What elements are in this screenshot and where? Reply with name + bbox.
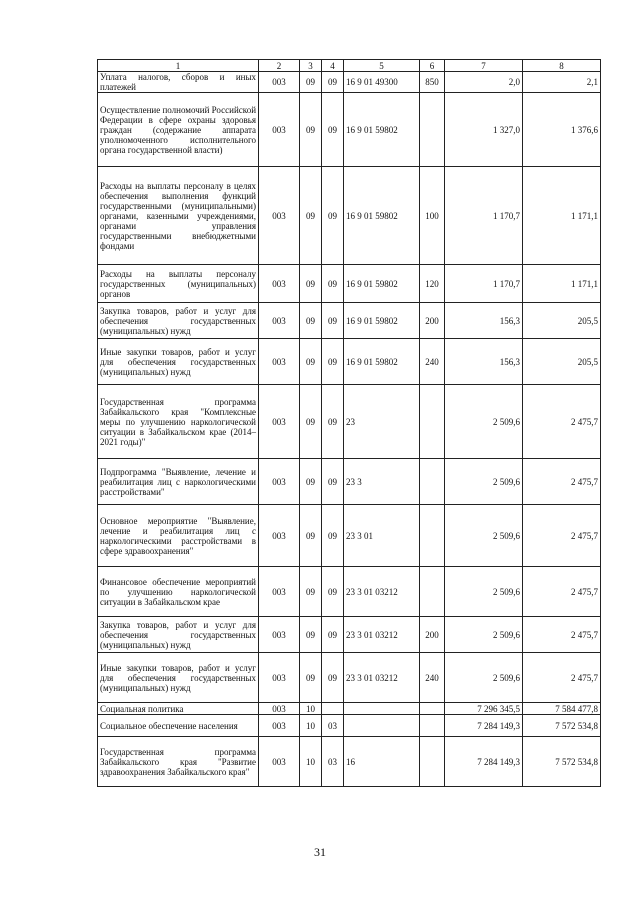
row-cell-col5: 16 9 01 49300 bbox=[344, 72, 420, 93]
row-cell-col7: 2 509,6 bbox=[445, 459, 523, 505]
row-cell-col2: 003 bbox=[259, 93, 300, 167]
row-cell-col6: 240 bbox=[420, 339, 445, 385]
row-cell-col4: 09 bbox=[322, 459, 344, 505]
row-cell-col7: 2 509,6 bbox=[445, 505, 523, 567]
row-cell-col8: 2 475,7 bbox=[523, 567, 601, 617]
row-cell-col5: 23 3 01 03212 bbox=[344, 567, 420, 617]
row-cell-col7: 2 509,6 bbox=[445, 567, 523, 617]
row-cell-col8: 2 475,7 bbox=[523, 505, 601, 567]
row-cell-col8: 7 584 477,8 bbox=[523, 703, 601, 715]
row-cell-col5: 16 9 01 59802 bbox=[344, 93, 420, 167]
row-description: Подпрограмма "Выявление, лечение и реабилитация лиц с наркологическими расстройствами" bbox=[98, 459, 259, 505]
table-row bbox=[98, 617, 601, 653]
row-cell-col5: 23 3 01 03212 bbox=[344, 653, 420, 703]
row-cell-col6 bbox=[420, 459, 445, 505]
row-cell-col8: 205,5 bbox=[523, 303, 601, 339]
row-cell-col2: 003 bbox=[259, 715, 300, 737]
row-cell-col5 bbox=[344, 703, 420, 715]
row-cell-col8: 2 475,7 bbox=[523, 385, 601, 459]
row-cell-col2: 003 bbox=[259, 339, 300, 385]
row-cell-col6: 200 bbox=[420, 303, 445, 339]
table-row bbox=[98, 737, 601, 787]
row-cell-col7: 7 284 149,3 bbox=[445, 737, 523, 787]
row-cell-col2: 003 bbox=[259, 72, 300, 93]
row-cell-col8: 1 171,1 bbox=[523, 167, 601, 265]
row-cell-col2: 003 bbox=[259, 303, 300, 339]
row-cell-col2: 003 bbox=[259, 737, 300, 787]
row-cell-col6 bbox=[420, 93, 445, 167]
row-cell-col4: 09 bbox=[322, 265, 344, 303]
row-cell-col4: 03 bbox=[322, 737, 344, 787]
row-cell-col6 bbox=[420, 567, 445, 617]
row-cell-col5: 23 3 bbox=[344, 459, 420, 505]
row-cell-col5: 23 bbox=[344, 385, 420, 459]
row-cell-col5: 16 9 01 59802 bbox=[344, 167, 420, 265]
row-cell-col3: 10 bbox=[300, 737, 322, 787]
row-cell-col7: 2 509,6 bbox=[445, 653, 523, 703]
row-cell-col2: 003 bbox=[259, 617, 300, 653]
table-row bbox=[98, 339, 601, 385]
table-body bbox=[98, 60, 601, 787]
row-cell-col7: 156,3 bbox=[445, 303, 523, 339]
row-cell-col2: 003 bbox=[259, 167, 300, 265]
header-cell-4: 4 bbox=[322, 60, 344, 72]
row-cell-col4: 09 bbox=[322, 303, 344, 339]
row-cell-col3: 09 bbox=[300, 505, 322, 567]
row-cell-col2: 003 bbox=[259, 567, 300, 617]
row-cell-col3: 09 bbox=[300, 385, 322, 459]
row-description: Государственная программа Забайкальского края "Комплексные меры по улучшению наркологической ситуации в Забайкальском крае (2014–2021 годы)" bbox=[98, 385, 259, 459]
row-cell-col3: 09 bbox=[300, 167, 322, 265]
row-cell-col4: 09 bbox=[322, 339, 344, 385]
header-cell-2: 2 bbox=[259, 60, 300, 72]
header-cell-3: 3 bbox=[300, 60, 322, 72]
row-cell-col6: 240 bbox=[420, 653, 445, 703]
row-cell-col3: 09 bbox=[300, 567, 322, 617]
row-description: Основное мероприятие "Выявление, лечение и реабилитация лиц с наркологическими расстройствами в сфере здравоохранения" bbox=[98, 505, 259, 567]
row-cell-col5: 16 9 01 59802 bbox=[344, 265, 420, 303]
row-cell-col4: 09 bbox=[322, 385, 344, 459]
row-cell-col7: 1 327,0 bbox=[445, 93, 523, 167]
row-cell-col5: 16 bbox=[344, 737, 420, 787]
row-cell-col3: 09 bbox=[300, 265, 322, 303]
row-cell-col2: 003 bbox=[259, 459, 300, 505]
table-row bbox=[98, 567, 601, 617]
row-cell-col7: 2,0 bbox=[445, 72, 523, 93]
header-cell-8: 8 bbox=[523, 60, 601, 72]
row-cell-col3: 09 bbox=[300, 339, 322, 385]
row-cell-col8: 2 475,7 bbox=[523, 459, 601, 505]
row-cell-col8: 2,1 bbox=[523, 72, 601, 93]
row-cell-col5: 16 9 01 59802 bbox=[344, 339, 420, 385]
row-cell-col4: 09 bbox=[322, 567, 344, 617]
row-cell-col6 bbox=[420, 505, 445, 567]
row-cell-col4 bbox=[322, 703, 344, 715]
row-description: Расходы на выплаты персоналу в целях обеспечения выполнения функций государственными (муниципальными) органами, казенными учреждениями, органами управления государственными внебюджетными фондами bbox=[98, 167, 259, 265]
page-number: 31 bbox=[314, 845, 326, 859]
row-cell-col8: 7 572 534,8 bbox=[523, 715, 601, 737]
row-cell-col2: 003 bbox=[259, 703, 300, 715]
header-cell-6: 6 bbox=[420, 60, 445, 72]
row-cell-col7: 156,3 bbox=[445, 339, 523, 385]
row-cell-col6: 850 bbox=[420, 72, 445, 93]
budget-table bbox=[97, 59, 601, 787]
row-cell-col7: 7 296 345,5 bbox=[445, 703, 523, 715]
row-cell-col5 bbox=[344, 715, 420, 737]
table-row bbox=[98, 653, 601, 703]
row-cell-col8: 205,5 bbox=[523, 339, 601, 385]
row-description: Закупка товаров, работ и услуг для обеспечения государственных (муниципальных) нужд bbox=[98, 303, 259, 339]
row-description: Иные закупки товаров, работ и услуг для обеспечения государственных (муниципальных) нужд bbox=[98, 653, 259, 703]
row-cell-col3: 09 bbox=[300, 617, 322, 653]
table-row bbox=[98, 265, 601, 303]
table-row bbox=[98, 167, 601, 265]
row-cell-col8: 2 475,7 bbox=[523, 617, 601, 653]
table-row bbox=[98, 459, 601, 505]
row-cell-col3: 09 bbox=[300, 93, 322, 167]
row-cell-col6 bbox=[420, 703, 445, 715]
row-cell-col6: 100 bbox=[420, 167, 445, 265]
row-cell-col7: 7 284 149,3 bbox=[445, 715, 523, 737]
row-description: Осуществление полномочий Российской Федерации в сфере охраны здоровья граждан (содержание аппарата уполномоченного исполнительного органа государственной власти) bbox=[98, 93, 259, 167]
row-cell-col2: 003 bbox=[259, 505, 300, 567]
table-header-row bbox=[98, 60, 601, 72]
row-description: Закупка товаров, работ и услуг для обеспечения государственных (муниципальных) нужд bbox=[98, 617, 259, 653]
table-row bbox=[98, 72, 601, 93]
table-row bbox=[98, 505, 601, 567]
row-cell-col5: 23 3 01 03212 bbox=[344, 617, 420, 653]
row-description: Финансовое обеспечение мероприятий по улучшению наркологической ситуации в Забайкальском крае bbox=[98, 567, 259, 617]
header-cell-1: 1 bbox=[98, 60, 259, 72]
table-row bbox=[98, 303, 601, 339]
row-cell-col8: 1 376,6 bbox=[523, 93, 601, 167]
table-row bbox=[98, 93, 601, 167]
row-cell-col4: 09 bbox=[322, 93, 344, 167]
row-cell-col4: 09 bbox=[322, 72, 344, 93]
row-cell-col6: 120 bbox=[420, 265, 445, 303]
row-cell-col2: 003 bbox=[259, 385, 300, 459]
row-description: Социальная политика bbox=[98, 703, 259, 715]
row-description: Расходы на выплаты персоналу государственных (муниципальных) органов bbox=[98, 265, 259, 303]
row-cell-col7: 1 170,7 bbox=[445, 265, 523, 303]
row-cell-col2: 003 bbox=[259, 265, 300, 303]
row-description: Иные закупки товаров, работ и услуг для обеспечения государственных (муниципальных) нужд bbox=[98, 339, 259, 385]
row-cell-col8: 7 572 534,8 bbox=[523, 737, 601, 787]
row-cell-col4: 09 bbox=[322, 167, 344, 265]
row-cell-col6 bbox=[420, 385, 445, 459]
table-row bbox=[98, 703, 601, 715]
row-cell-col4: 09 bbox=[322, 617, 344, 653]
table-row bbox=[98, 385, 601, 459]
row-cell-col3: 10 bbox=[300, 715, 322, 737]
row-cell-col4: 03 bbox=[322, 715, 344, 737]
row-cell-col5: 16 9 01 59802 bbox=[344, 303, 420, 339]
row-description: Государственная программа Забайкальского края "Развитие здравоохранения Забайкальского края" bbox=[98, 737, 259, 787]
header-cell-5: 5 bbox=[344, 60, 420, 72]
row-cell-col4: 09 bbox=[322, 505, 344, 567]
table-row bbox=[98, 715, 601, 737]
row-description: Социальное обеспечение населения bbox=[98, 715, 259, 737]
row-cell-col6 bbox=[420, 715, 445, 737]
row-cell-col7: 2 509,6 bbox=[445, 385, 523, 459]
row-cell-col7: 2 509,6 bbox=[445, 617, 523, 653]
row-cell-col3: 09 bbox=[300, 653, 322, 703]
row-cell-col3: 09 bbox=[300, 72, 322, 93]
row-cell-col3: 09 bbox=[300, 303, 322, 339]
row-cell-col6 bbox=[420, 737, 445, 787]
row-cell-col4: 09 bbox=[322, 653, 344, 703]
row-cell-col8: 1 171,1 bbox=[523, 265, 601, 303]
row-cell-col6: 200 bbox=[420, 617, 445, 653]
row-cell-col7: 1 170,7 bbox=[445, 167, 523, 265]
row-cell-col5: 23 3 01 bbox=[344, 505, 420, 567]
row-description: Уплата налогов, сборов и иных платежей bbox=[98, 72, 259, 93]
header-cell-7: 7 bbox=[445, 60, 523, 72]
row-cell-col3: 09 bbox=[300, 459, 322, 505]
row-cell-col2: 003 bbox=[259, 653, 300, 703]
row-cell-col3: 10 bbox=[300, 703, 322, 715]
row-cell-col8: 2 475,7 bbox=[523, 653, 601, 703]
